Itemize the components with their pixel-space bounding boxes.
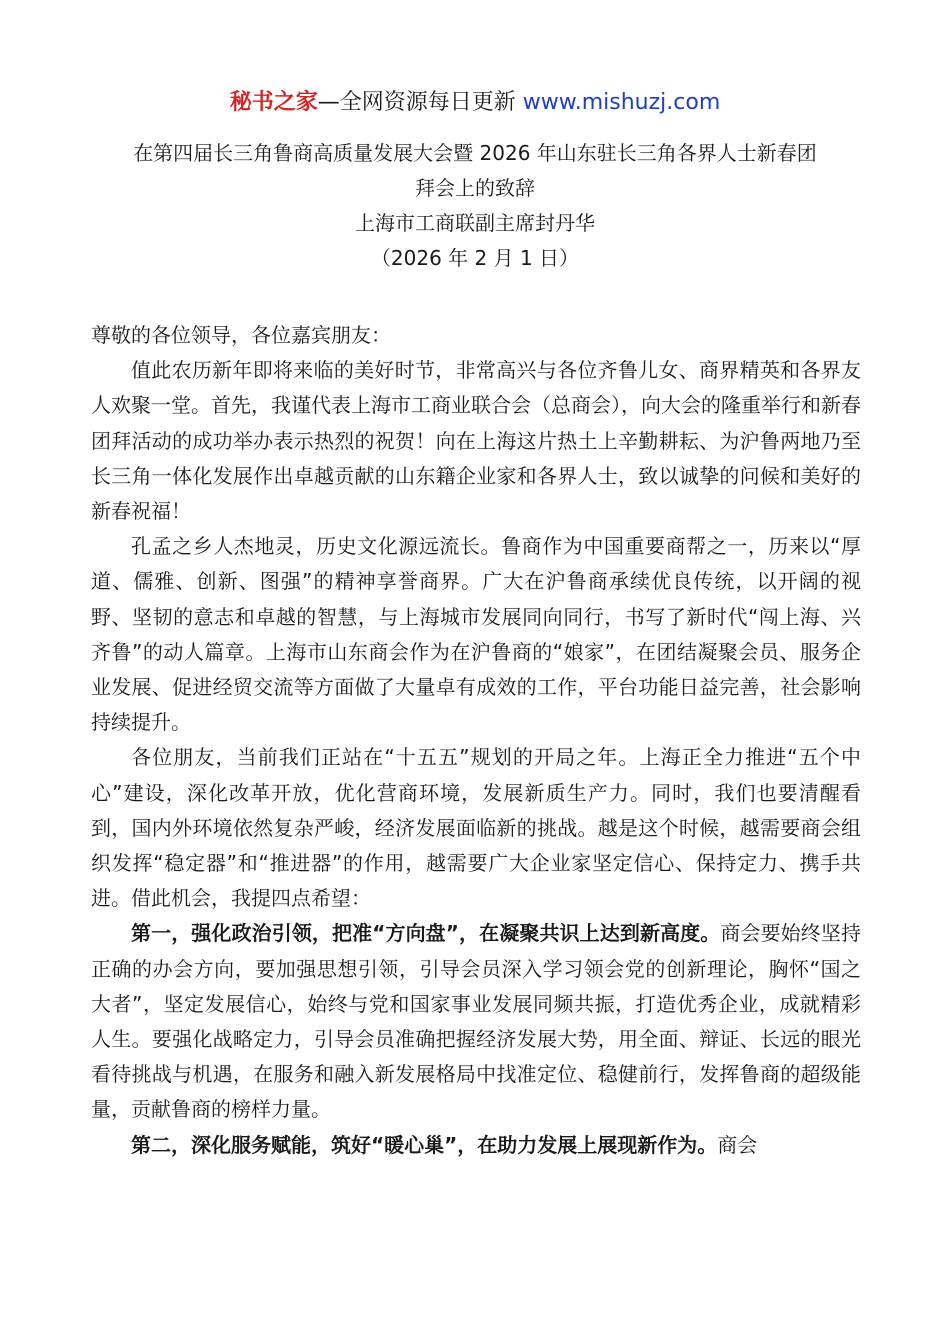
paragraph-4-heading: 第一，强化政治引领，把准“方向盘”，在凝聚共识上达到新高度。	[131, 921, 721, 946]
paragraph-3: 各位朋友，当前我们正站在“十五五”规划的开局之年。上海正全力推进“五个中心”建设，深化改革开放，优化营商环境，发展新质生产力。同时，我们也要清醒看到，国内外环境依然复杂严峻，经济发展面临新的挑战。越是这个时候，越需要商会组织发挥“稳定器”和“推进器”的作用，越需要广大企业家坚定信心、保持定力、携手共进。借此机会，我提四点希望：	[91, 745, 861, 911]
paragraph-5-heading: 第二，深化服务赋能，筑好“暖心巢”，在助力发展上展现新作为。	[131, 1132, 718, 1157]
paragraph-4	[91, 916, 861, 1127]
speech-title-line-1: 在第四届长三角鲁商高质量发展大会暨 2026 年山东驻长三角各界人士新春团	[133, 141, 817, 165]
paragraph-5-text: 商会	[717, 1132, 758, 1157]
speech-body	[91, 318, 861, 1163]
paragraph-1: 值此农历新年即将来临的美好时节，非常高兴与各位齐鲁儿女、商界精英和各界友人欢聚一堂。首先，我谨代表上海市工商业联合会（总商会），向大会的隆重举行和新春团拜活动的成功举办表示热烈的祝贺！向在上海这片热土上辛勤耕耘、为沪鲁两地乃至长三角一体化发展作出卓越贡献的山东籍企业家和各界人士，致以诚挚的问候和美好的新春祝福！	[91, 358, 861, 524]
site-url-link[interactable]: www.mishuzj.com	[522, 90, 721, 115]
paragraph-2: 孔孟之乡人杰地灵，历史文化源远流长。鲁商作为中国重要商帮之一，历来以“厚道、儒雅、创新、图强”的精神享誉商界。广大在沪鲁商承续优良传统，以开阔的视野、坚韧的意志和卓越的智慧，与上海城市发展同向同行，书写了新时代“闯上海、兴齐鲁”的动人篇章。上海市山东商会作为在沪鲁商的“娘家”，在团结凝聚会员、服务企业发展、促进经贸交流等方面做了大量卓有成效的工作，平台功能日益完善，社会影响持续提升。	[91, 534, 861, 735]
site-header	[0, 86, 950, 120]
paragraph-4-text: 商会要始终坚持正确的办会方向，要加强思想引领，引导会员深入学习领会党的创新理论，胸怀“国之大者”，坚定发展信心，始终与党和国家事业发展同频共振，打造优秀企业，成就精彩人生。要强化战略定力，引导会员准确把握经济发展大势，用全面、辩证、长远的眼光看待挑战与机遇，在服务和融入新发展格局中找准定位、稳健前行，发挥鲁商的超级能量，贡献鲁商的榜样力量。	[91, 921, 861, 1122]
brand-name: 秘书之家	[229, 90, 318, 115]
header-tagline: —全网资源每日更新	[317, 90, 516, 115]
speech-author: 上海市工商联副主席封丹华	[355, 211, 595, 235]
salutation: 尊敬的各位领导，各位嘉宾朋友：	[91, 323, 391, 347]
paragraph-5	[91, 1128, 861, 1163]
speech-title-block	[60, 136, 890, 276]
speech-title-line-2: 拜会上的致辞	[415, 176, 535, 200]
speech-date: （2026 年 2 月 1 日）	[370, 246, 580, 270]
